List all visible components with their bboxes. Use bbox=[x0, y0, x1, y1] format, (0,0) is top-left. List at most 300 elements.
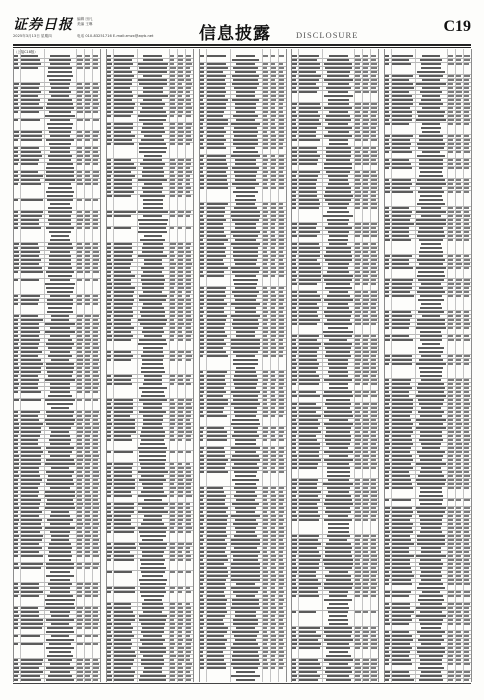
listing-cell-text bbox=[456, 239, 462, 241]
listing-cell-text bbox=[45, 599, 74, 601]
listing-cell-text bbox=[448, 363, 453, 365]
listing-cell-text bbox=[200, 147, 205, 149]
listing-cell-text bbox=[143, 199, 163, 201]
listing-cell-text bbox=[236, 195, 254, 197]
column-border bbox=[106, 49, 107, 682]
listing-cell-text bbox=[178, 439, 183, 441]
listing-cell-text bbox=[363, 283, 368, 285]
listing-cell-text bbox=[85, 679, 91, 681]
listing-cell-text bbox=[178, 115, 183, 117]
listing-cell-text bbox=[371, 611, 376, 613]
listing-cell-text bbox=[263, 471, 269, 473]
listing-cell-text bbox=[233, 279, 259, 281]
listing-cell-text bbox=[14, 119, 18, 121]
contact-info: 电话 010-83251716 E-mail:zmzx@zqrb.net bbox=[77, 34, 154, 38]
listing-rows bbox=[13, 54, 100, 682]
listing-cell-text bbox=[141, 563, 164, 565]
listing-cell-text bbox=[363, 235, 369, 237]
listing-cell-text bbox=[14, 399, 19, 401]
listing-cell-text bbox=[371, 207, 377, 209]
listing-cell-text bbox=[392, 63, 411, 65]
listing-cell-text bbox=[263, 187, 268, 189]
listing-cell-text bbox=[85, 399, 91, 401]
listing-cell-text bbox=[327, 471, 350, 473]
listing-cell-text bbox=[85, 199, 91, 201]
listing-cell-text bbox=[77, 199, 82, 201]
listing-cell-text bbox=[47, 123, 72, 125]
listing-cell-text bbox=[93, 595, 98, 597]
listing-cell-text bbox=[292, 235, 297, 237]
listing-cell-text bbox=[140, 559, 165, 561]
listing-cell-text bbox=[186, 115, 191, 117]
listing-cell-text bbox=[93, 391, 98, 393]
listing-cell-text bbox=[85, 635, 91, 637]
editor-line: 编辑 田凡 bbox=[77, 17, 93, 21]
listing-cell-text bbox=[422, 151, 441, 153]
listing-cell-text bbox=[292, 91, 297, 93]
listing-cell-text bbox=[235, 475, 257, 477]
listing-cell-text bbox=[21, 679, 41, 681]
listing-cell-text bbox=[170, 531, 175, 533]
listing-row bbox=[13, 678, 100, 682]
listing-cell-text bbox=[416, 327, 445, 329]
listing-cell-text bbox=[329, 651, 348, 653]
listing-cell-text bbox=[14, 111, 18, 113]
listing-cell-text bbox=[419, 199, 443, 201]
listing-cell-text bbox=[420, 195, 442, 197]
listing-cell-text bbox=[14, 567, 19, 569]
listing-cell-text bbox=[50, 391, 69, 393]
listing-cell-text bbox=[299, 595, 318, 597]
listing-cell-text bbox=[385, 267, 389, 269]
listing-cell-text bbox=[207, 471, 229, 473]
listing-cell-text bbox=[355, 519, 361, 521]
listing-row bbox=[199, 678, 286, 682]
listing-cell-text bbox=[279, 439, 285, 441]
listing-cell-text bbox=[140, 443, 165, 445]
listing-cell-text bbox=[21, 627, 42, 629]
listing-cell-text bbox=[299, 139, 320, 141]
listing-cell-text bbox=[456, 363, 461, 365]
listing-cell-text bbox=[236, 147, 255, 149]
listing-cell-text bbox=[85, 119, 90, 121]
listing-cell-text bbox=[385, 239, 390, 241]
listing-cell-text bbox=[448, 191, 453, 193]
listing-cell-text bbox=[271, 355, 276, 357]
listing-cell-text bbox=[48, 187, 71, 189]
listing-cell-text bbox=[371, 467, 376, 469]
listing-cell-text bbox=[77, 67, 83, 69]
designer-line: 美编 王琳 bbox=[77, 22, 93, 26]
listing-cell-text bbox=[263, 439, 268, 441]
listing-cell-text bbox=[464, 239, 469, 241]
listing-cell-text bbox=[114, 571, 132, 573]
listing-cell-text bbox=[138, 343, 167, 345]
listing-cell-text bbox=[107, 495, 112, 497]
listing-cell-text bbox=[85, 271, 90, 273]
listing-cell-text bbox=[14, 199, 18, 201]
listing-cell-text bbox=[77, 643, 83, 645]
listing-cell-text bbox=[329, 207, 347, 209]
listing-cell-text bbox=[418, 191, 444, 193]
listing-cell-text bbox=[448, 267, 453, 269]
listing-cell-text bbox=[371, 595, 376, 597]
listing-cell-text bbox=[14, 595, 18, 597]
listing-cell-text bbox=[464, 123, 469, 125]
listing-cell-text bbox=[327, 211, 349, 213]
listing-cell-text bbox=[49, 111, 72, 113]
listing-cell-text bbox=[14, 227, 18, 229]
listing-cell-text bbox=[392, 123, 409, 125]
listing-cell-text bbox=[49, 651, 70, 653]
listing-cell-text bbox=[170, 143, 175, 145]
listing-cell-text bbox=[141, 571, 165, 573]
listing-cell-text bbox=[392, 363, 412, 365]
listing-cell-text bbox=[51, 235, 69, 237]
listing-cell-text bbox=[77, 399, 82, 401]
listing-cell-text bbox=[292, 395, 297, 397]
listing-cell-text bbox=[292, 207, 296, 209]
listing-cell-text bbox=[328, 527, 349, 529]
listing-cell-text bbox=[47, 199, 73, 201]
listing-cell-text bbox=[299, 467, 317, 469]
listing-cell-text bbox=[21, 199, 43, 201]
listing-cell-text bbox=[93, 119, 99, 121]
listing-cell-text bbox=[448, 339, 454, 341]
listing-cell-text bbox=[140, 591, 166, 593]
listing-cell-text bbox=[207, 355, 228, 357]
header-rule-thin bbox=[13, 47, 471, 48]
listing-cell-text bbox=[200, 667, 205, 669]
listing-cell-text bbox=[77, 163, 82, 165]
listing-cell-text bbox=[47, 75, 73, 77]
listing-cell-text bbox=[114, 339, 131, 341]
listing-cell-text bbox=[142, 575, 163, 577]
listing-cell-text bbox=[456, 151, 461, 153]
column-border bbox=[193, 49, 194, 682]
listing-cell-text bbox=[420, 339, 443, 341]
listing-cell-text bbox=[170, 195, 175, 197]
listing-cell-text bbox=[363, 323, 368, 325]
listing-cell-text bbox=[107, 531, 111, 533]
listing-cell-text bbox=[279, 667, 284, 669]
listing-cell-text bbox=[371, 647, 376, 649]
listing-cell-text bbox=[14, 555, 18, 557]
listing-cell-text bbox=[207, 275, 224, 277]
listing-cell-text bbox=[329, 139, 348, 141]
listing-cell-text bbox=[139, 151, 166, 153]
listing-cell-text bbox=[421, 303, 441, 305]
listing-cell-text bbox=[47, 303, 72, 305]
listing-cell-text bbox=[324, 323, 352, 325]
listing-cell-text bbox=[329, 235, 348, 237]
listing-cell-text bbox=[93, 183, 98, 185]
listing-cell-text bbox=[93, 139, 98, 141]
listing-cell-text bbox=[292, 283, 297, 285]
listing-cell-text bbox=[420, 171, 442, 173]
listing-cell-text bbox=[186, 559, 191, 561]
listing-cell-text bbox=[392, 191, 413, 193]
continued-from-label: （上接C18版） bbox=[14, 50, 38, 54]
listing-cell-text bbox=[93, 567, 98, 569]
listing-cell-text bbox=[48, 307, 71, 309]
listing-cell-text bbox=[47, 595, 73, 597]
listing-cell-text bbox=[114, 451, 133, 453]
listing-cell-text bbox=[186, 195, 191, 197]
listing-cell-text bbox=[421, 67, 441, 69]
listing-column bbox=[291, 49, 378, 682]
listing-cell-text bbox=[355, 611, 361, 613]
listing-cell-text bbox=[363, 467, 369, 469]
listing-cell-text bbox=[385, 295, 389, 297]
listing-cell-text bbox=[170, 115, 175, 117]
listing-cell-text bbox=[14, 643, 18, 645]
listing-cell-text bbox=[114, 495, 133, 497]
listing-cell-text bbox=[299, 611, 316, 613]
listing-cell-text bbox=[50, 203, 70, 205]
listing-cell-text bbox=[323, 215, 353, 217]
listing-cell-text bbox=[292, 467, 296, 469]
listing-cell-text bbox=[385, 327, 389, 329]
listing-cell-text bbox=[114, 383, 132, 385]
listing-cell-text bbox=[363, 519, 368, 521]
listing-cell-text bbox=[420, 295, 442, 297]
listing-cell-text bbox=[355, 207, 360, 209]
listing-cell-text bbox=[14, 391, 18, 393]
listing-cell-text bbox=[47, 627, 73, 629]
listing-cell-text bbox=[143, 203, 163, 205]
listing-cell-text bbox=[93, 163, 98, 165]
listing-cell-text bbox=[292, 611, 296, 613]
listing-cell-text bbox=[421, 127, 441, 129]
listing-cell-text bbox=[139, 143, 166, 145]
listing-cell-text bbox=[263, 55, 269, 57]
column-border bbox=[291, 49, 292, 682]
page-number: C19 bbox=[443, 18, 471, 35]
listing-cell-text bbox=[328, 619, 348, 621]
listing-cell-text bbox=[456, 267, 461, 269]
listing-cell-text bbox=[170, 439, 175, 441]
listing-cell-text bbox=[355, 283, 360, 285]
listing-cell-text bbox=[235, 439, 256, 441]
listing-cell-text bbox=[392, 267, 413, 269]
header-rule-thick bbox=[13, 44, 471, 46]
listing-column bbox=[384, 49, 471, 682]
listing-cell-text bbox=[385, 63, 389, 65]
listing-cell-text bbox=[48, 555, 71, 557]
listing-cell-text bbox=[93, 111, 98, 113]
listing-cell-text bbox=[107, 359, 111, 361]
listing-cell-text bbox=[456, 63, 462, 65]
listing-cell-text bbox=[392, 151, 412, 153]
listing-cell-text bbox=[77, 303, 82, 305]
listing-cell-text bbox=[328, 91, 348, 93]
listing-cell-text bbox=[363, 395, 368, 397]
listing-cell-text bbox=[48, 71, 73, 73]
listing-cell-text bbox=[114, 195, 131, 197]
listing-cell-text bbox=[186, 451, 191, 453]
listing-cell-text bbox=[85, 183, 91, 185]
listing-cell-text bbox=[355, 163, 360, 165]
listing-cell-text bbox=[207, 415, 228, 417]
listing-cell-text bbox=[178, 339, 183, 341]
masthead bbox=[13, 14, 471, 44]
listing-cell-text bbox=[170, 339, 175, 341]
listing-cell-text bbox=[420, 247, 442, 249]
listing-cell-text bbox=[178, 359, 183, 361]
listing-cell-text bbox=[299, 383, 319, 385]
listing-cell-text bbox=[207, 187, 229, 189]
listing-cell-text bbox=[49, 643, 71, 645]
listing-cell-text bbox=[279, 275, 285, 277]
listing-cell-text bbox=[114, 227, 131, 229]
listing-cell-text bbox=[140, 195, 165, 197]
listing-cell-text bbox=[107, 143, 111, 145]
listing-cell-text bbox=[143, 383, 162, 385]
listing-cell-text bbox=[186, 227, 191, 229]
listing-cell-text bbox=[77, 139, 82, 141]
listing-cell-text bbox=[45, 399, 74, 401]
listing-cell-text bbox=[464, 363, 469, 365]
listing-cell-text bbox=[186, 215, 191, 217]
listing-cell-text bbox=[178, 383, 184, 385]
listing-cell-text bbox=[355, 91, 361, 93]
listing-cell-text bbox=[324, 95, 353, 97]
listing-cell-text bbox=[355, 395, 360, 397]
listing-cell-text bbox=[263, 415, 268, 417]
listing-cell-text bbox=[371, 91, 377, 93]
dateline: 2025年3月13日 星期四 bbox=[13, 34, 52, 38]
listing-cell-text bbox=[363, 383, 368, 385]
listing-cell-text bbox=[200, 415, 205, 417]
listing-cell-text bbox=[299, 323, 316, 325]
listing-cell-text bbox=[299, 283, 317, 285]
listing-cell-text bbox=[236, 55, 255, 57]
listing-cell-text bbox=[21, 567, 41, 569]
listing-cell-text bbox=[21, 67, 38, 69]
listing-cell-text bbox=[448, 167, 454, 169]
listing-cell-text bbox=[77, 635, 82, 637]
listing-cell-text bbox=[50, 279, 71, 281]
listing-column bbox=[199, 49, 286, 682]
listing-cell-text bbox=[419, 367, 443, 369]
listing-cell-text bbox=[142, 391, 164, 393]
listing-cell-text bbox=[178, 591, 183, 593]
listing-cell-text bbox=[85, 227, 90, 229]
listing-cell-text bbox=[21, 183, 41, 185]
listing-cell-text bbox=[329, 603, 348, 605]
listing-cell-text bbox=[326, 647, 350, 649]
listing-cell-text bbox=[85, 643, 91, 645]
column-border bbox=[199, 49, 200, 682]
listing-cell-text bbox=[170, 559, 175, 561]
listing-cell-text bbox=[385, 123, 390, 125]
listing-cell-text bbox=[233, 363, 257, 365]
listing-cell-text bbox=[271, 415, 276, 417]
listing-cell-text bbox=[371, 395, 377, 397]
listing-cell-text bbox=[292, 519, 297, 521]
listing-cell-text bbox=[114, 591, 135, 593]
column-border bbox=[286, 49, 287, 682]
listing-cell-text bbox=[140, 535, 166, 537]
listing-cell-text bbox=[142, 363, 163, 365]
listing-row bbox=[106, 678, 193, 682]
listing-rows bbox=[384, 54, 471, 682]
listing-cell-text bbox=[421, 63, 440, 65]
listing-cell-text bbox=[422, 343, 441, 345]
section-title-english: DISCLOSURE bbox=[296, 30, 359, 40]
listing-cell-text bbox=[392, 295, 414, 297]
listing-cell-text bbox=[186, 339, 191, 341]
section-title: 信息披露 bbox=[199, 24, 271, 44]
listing-cell-text bbox=[138, 115, 167, 117]
listing-cell-text bbox=[46, 567, 75, 569]
listing-cell-text bbox=[186, 495, 192, 497]
listing-cell-text bbox=[85, 595, 91, 597]
listing-cell-text bbox=[200, 471, 204, 473]
listing-cell-text bbox=[107, 439, 112, 441]
listing-cell-text bbox=[14, 627, 18, 629]
listing-cell-text bbox=[85, 567, 90, 569]
listing-cell-text bbox=[464, 295, 469, 297]
listing-cell-text bbox=[77, 111, 83, 113]
listing-cell-text bbox=[186, 591, 191, 593]
listing-cell-text bbox=[178, 451, 183, 453]
listing-cell-text bbox=[170, 571, 176, 573]
listing-cell-text bbox=[363, 595, 368, 597]
listing-cell-text bbox=[299, 647, 320, 649]
listing-cell-text bbox=[363, 647, 368, 649]
listing-cell-text bbox=[170, 227, 175, 229]
listing-cell-text bbox=[21, 119, 40, 121]
listing-cell-text bbox=[448, 295, 453, 297]
listing-cell-text bbox=[141, 595, 164, 597]
listing-cell-text bbox=[416, 363, 446, 365]
listing-cell-text bbox=[392, 167, 412, 169]
listing-cell-text bbox=[77, 183, 83, 185]
listing-cell-text bbox=[385, 363, 389, 365]
listing-cell-text bbox=[77, 627, 82, 629]
listing-cell-text bbox=[139, 147, 167, 149]
listing-cell-text bbox=[85, 555, 90, 557]
listing-cell-text bbox=[114, 531, 135, 533]
listing-rows bbox=[199, 54, 286, 682]
listing-cell-text bbox=[138, 219, 168, 221]
listing-cell-text bbox=[355, 139, 361, 141]
disclosure-listing bbox=[13, 49, 471, 682]
listing-cell-text bbox=[77, 227, 82, 229]
listing-row bbox=[291, 678, 378, 682]
listing-cell-text bbox=[299, 207, 319, 209]
listing-cell-text bbox=[170, 215, 176, 217]
listing-cell-text bbox=[292, 647, 296, 649]
listing-cell-text bbox=[232, 419, 258, 421]
listing-cell-text bbox=[456, 123, 461, 125]
listing-cell-text bbox=[328, 327, 348, 329]
listing-cell-text bbox=[448, 123, 453, 125]
listing-cell-text bbox=[49, 183, 72, 185]
listing-cell-text bbox=[363, 611, 368, 613]
listing-cell-text bbox=[107, 339, 112, 341]
listing-cell-text bbox=[371, 163, 377, 165]
listing-cell-text bbox=[464, 167, 469, 169]
listing-cell-text bbox=[186, 439, 192, 441]
listing-cell-text bbox=[355, 595, 360, 597]
listing-cell-text bbox=[371, 283, 376, 285]
listing-cell-text bbox=[14, 183, 18, 185]
listing-cell-text bbox=[419, 239, 443, 241]
listing-cell-text bbox=[93, 399, 98, 401]
